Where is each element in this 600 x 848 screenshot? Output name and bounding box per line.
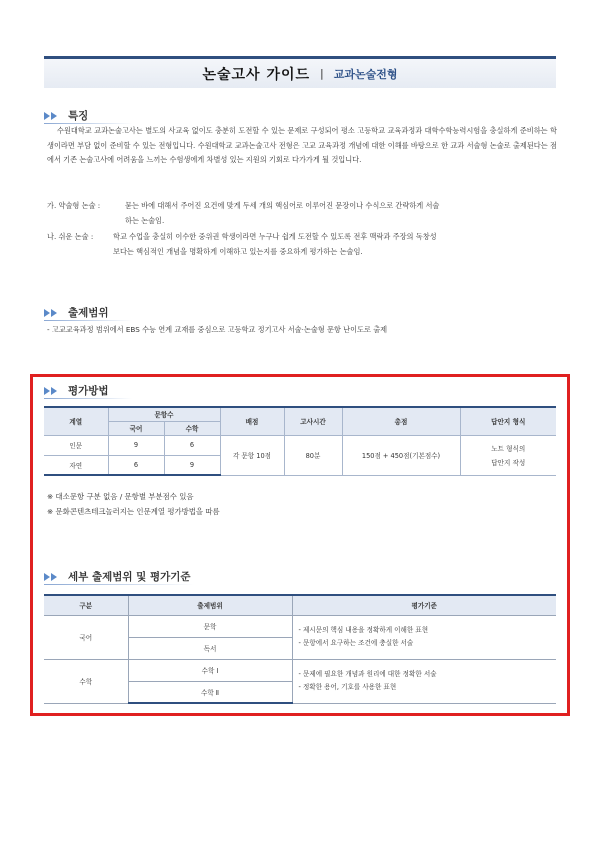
feature-item-text-cont: 하는 논술임. — [125, 215, 165, 225]
cell-scope: 수학 Ⅰ — [128, 659, 292, 681]
details-table — [44, 594, 556, 704]
section-heading-scope — [44, 305, 109, 320]
header-category: 구분 — [44, 595, 128, 615]
criteria-line: - 문항에서 요구하는 조건에 충실한 서술 — [298, 639, 414, 647]
cell-criteria — [292, 659, 556, 703]
cell-korean: 9 — [108, 435, 164, 455]
criteria-line: - 제시문의 핵심 내용을 정확하게 이해한 표현 — [298, 626, 429, 634]
cell-korean: 6 — [108, 455, 164, 475]
header-criteria: 평가기준 — [292, 595, 556, 615]
answer-sheet-line: 노트 형식의 — [491, 445, 526, 453]
double-arrow-icon — [44, 386, 62, 396]
header-track: 계열 — [44, 407, 108, 435]
double-arrow-icon — [44, 111, 62, 121]
feature-item-prefix: 나. 쉬운 논술 : — [47, 232, 94, 241]
double-arrow-icon — [44, 308, 62, 318]
heading-underline — [44, 398, 132, 399]
header-scope: 출제범위 — [128, 595, 292, 615]
header-points: 배점 — [220, 407, 284, 435]
page-subtitle: 교과논술전형 — [333, 67, 398, 81]
feature-item-text: 학교 수업을 충실히 이수한 중위권 학생이라면 누구나 쉽게 도전할 수 있도록 전후 맥락과 주장의 독창성 — [113, 232, 437, 241]
cell-category: 수학 — [44, 659, 128, 703]
features-paragraph: 수원대학교 교과논술고사는 별도의 사교육 없이도 충분히 도전할 수 있는 문제로 구성되어 평소 고등학교 교육과정과 대학수학능력시험을 충실하게 준비하는 학생이라면 부담 없이 준비할 수 있는 전형입니다. 수원대학교 교과논술고사 전형은 고교 교육과정 개념에 대한 이해를 바탕으로 한 교과 서술형 논술로 출제된다는 점에서 기존 논술고사에 어려움을 느끼는 수험생에게 차별성 있는 지원의 기회로 다가가게 될 것입니다. — [47, 126, 557, 164]
cell-math: 9 — [164, 455, 220, 475]
cell-track: 자연 — [44, 455, 108, 475]
cell-scope: 문학 — [128, 615, 292, 637]
cell-criteria — [292, 615, 556, 659]
evaluation-note: ※ 대소문항 구분 없음 / 문항별 부분점수 있음 — [47, 492, 194, 501]
table-row — [44, 435, 556, 455]
table-row — [44, 615, 556, 637]
title-separator: | — [320, 67, 324, 80]
feature-item-b — [47, 230, 557, 256]
criteria-line: - 문제에 필요한 개념과 원리에 대한 정확한 서술 — [298, 670, 437, 678]
section-heading-label: 평가방법 — [68, 385, 109, 397]
header-time: 고사시간 — [284, 407, 342, 435]
scope-text: - 고교교육과정 범위에서 EBS 수능 연계 교재를 중심으로 고등학교 정기고사 서술·논술형 문항 난이도로 출제 — [47, 325, 388, 334]
cell-math: 6 — [164, 435, 220, 455]
cell-total: 150점 + 450점(기본점수) — [342, 435, 460, 475]
section-heading-details — [44, 569, 191, 584]
evaluation-note: ※ 문화콘텐츠테크놀러지는 인문계열 평가방법을 따름 — [47, 507, 220, 516]
section-heading-label: 세부 출제범위 및 평가기준 — [68, 571, 191, 583]
page-title: 논술고사 가이드 — [202, 66, 311, 83]
header-answer-sheet: 답안지 형식 — [460, 407, 556, 435]
cell-track: 인문 — [44, 435, 108, 455]
heading-underline — [44, 320, 132, 321]
feature-item-text-cont: 보다는 핵심적인 개념을 명확하게 이해하고 있는지를 중요하게 평가하는 논술임. — [113, 246, 363, 256]
evaluation-table — [44, 406, 556, 476]
header-korean: 국어 — [108, 421, 164, 435]
header-total: 총점 — [342, 407, 460, 435]
feature-item-prefix: 가. 약술형 논술 : — [47, 201, 101, 210]
section-heading-evaluation — [44, 383, 109, 398]
double-arrow-icon — [44, 572, 62, 582]
section-heading-label: 특징 — [68, 110, 89, 122]
cell-scope: 독서 — [128, 637, 292, 659]
feature-item-text: 묻는 바에 대해서 주어진 요건에 맞게 두세 개의 핵심어로 이루어진 문장이나 수식으로 간략하게 서술 — [125, 201, 440, 210]
cell-answer-sheet — [460, 435, 556, 475]
cell-time: 80분 — [284, 435, 342, 475]
cell-category: 국어 — [44, 615, 128, 659]
header-math: 수학 — [164, 421, 220, 435]
header-count: 문항수 — [108, 407, 220, 421]
answer-sheet-line: 답안지 작성 — [491, 459, 526, 467]
cell-scope: 수학 Ⅱ — [128, 681, 292, 703]
feature-item-a — [47, 199, 557, 225]
cell-points: 각 문항 10점 — [220, 435, 284, 475]
criteria-line: - 정확한 용어, 기호를 사용한 표현 — [298, 683, 397, 691]
section-heading-label: 출제범위 — [68, 307, 109, 319]
section-heading-features — [44, 108, 88, 123]
table-row — [44, 659, 556, 681]
heading-underline — [44, 584, 194, 585]
page-title-bar — [44, 56, 556, 88]
